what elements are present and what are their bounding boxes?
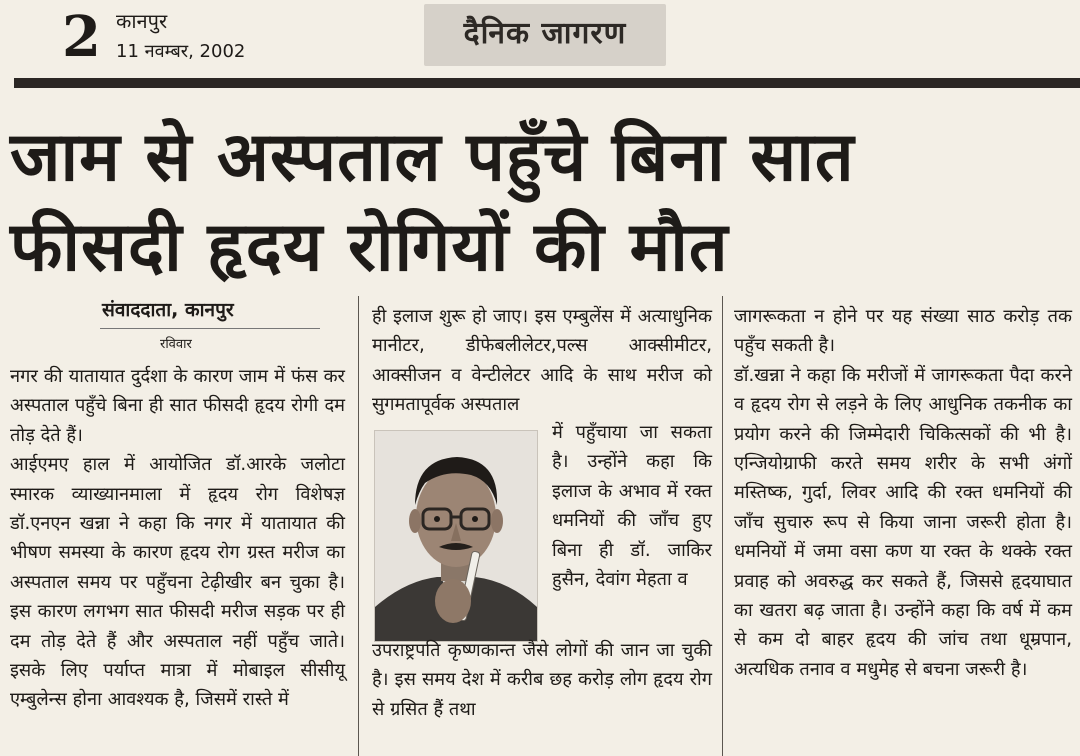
dateline-day: रविवार bbox=[160, 337, 192, 352]
portrait-photo bbox=[374, 430, 538, 642]
headline-line-2: फीसदी हृदय रोगियों की मौत bbox=[10, 208, 729, 287]
paragraph: आईएमए हाल में आयोजित डॉ.आरके जलोटा स्मारक व्याख्यानमाला में हृदय रोग विशेषज्ञ डॉ.एनएन खन्ना ने कहा कि नगर में यातायात की भीषण समस्या के कारण हृदय रोग ग्रस्त मरीज का अस्पताल समय पर पहुँचना टेढ़ीखीर बन चुका है। इस कारण लगभग सात फीसदी मरीज सड़क पर ही दम तोड़ देते हैं और अस्पताल नहीं पहुँच जाते। इसके लिए पर्याप्त मात्रा में मोबाइल सीसीयू एम्बुलेन्स होना आवश्यक है, जिसमें रास्ते में bbox=[10, 454, 345, 711]
dateline-date: 11 नवम्बर, 2002 bbox=[116, 41, 246, 62]
paragraph: ही इलाज शुरू हो जाए। इस एम्बुलेंस में अत्याधुनिक मानीटर, डीफेबलीलेटर,पल्स आक्सीमीटर, आक्सीजन व वेन्टीलेटर आदि के साथ मरीज को सुगमतापूर्वक अस्पताल bbox=[372, 306, 712, 416]
masthead-rule bbox=[14, 78, 1080, 88]
article-column-1 bbox=[10, 362, 345, 715]
column-divider bbox=[722, 296, 723, 756]
column-divider bbox=[358, 296, 359, 756]
article-column-2-top bbox=[372, 302, 712, 420]
byline: संवाददाता, कानपुर bbox=[102, 299, 234, 321]
page-number: 2 bbox=[62, 4, 101, 70]
headline-line-1: जाम से अस्पताल पहुँचे बिना सात bbox=[10, 118, 855, 197]
paragraph: डॉ.खन्ना ने कहा कि मरीजों में जागरूकता पैदा करने व हृदय रोग से लड़ने के लिए आधुनिक तकनीक का प्रयोग करने की जिम्मेदारी चिकित्सकों की भी है। एन्जियोग्राफी करते समय शरीर के सभी अंगों मस्तिष्क, गुर्दा, लिवर आदि की रक्त धमनियों की जाँच सुचारु रूप से किया जाना जरूरी होता है। धमनियों में जमा वसा कण या रक्त के थक्के रक्त प्रवाह को अवरुद्ध कर सकते हैं, जिससे हृदयाघात का खतरा बढ़ जाता है। उन्होंने कहा कि वर्ष में कम से कम दो बाहर हृदय की जांच तथा धूम्रपान, अत्यधिक तनाव व मधुमेह से बचना जरूरी है। bbox=[734, 364, 1072, 680]
dateline-city: कानपुर bbox=[116, 9, 168, 33]
portrait-image bbox=[375, 431, 537, 641]
paragraph: नगर की यातायात दुर्दशा के कारण जाम में फंस कर अस्पताल पहुँचे बिना ही सात फीसदी हृदय रोगी दम तोड़ देते हैं। bbox=[10, 366, 345, 446]
paragraph: उपराष्ट्रपति कृष्णकान्त जैसे लोगों की जान जा चुकी है। इस समय देश में करीब छह करोड़ लोग हृदय रोग से ग्रसित हैं तथा bbox=[372, 640, 712, 720]
article-column-2-bottom bbox=[372, 636, 712, 724]
paper-name-logo: दैनिक जागरण bbox=[463, 16, 627, 51]
byline-rule bbox=[100, 328, 320, 329]
article-column-3 bbox=[734, 302, 1072, 684]
paragraph: में पहुँचाया जा सकता है। उन्होंने कहा कि इलाज के अभाव में रक्त धमनियों की जाँच हुए बिना ही डॉ. जाकिर हुसैन, देवांग मेहता व bbox=[552, 422, 712, 591]
article-column-2-wrap bbox=[552, 418, 712, 594]
paragraph: जागरूकता न होने पर यह संख्या साठ करोड़ तक पहुँच सकती है। bbox=[734, 306, 1072, 357]
